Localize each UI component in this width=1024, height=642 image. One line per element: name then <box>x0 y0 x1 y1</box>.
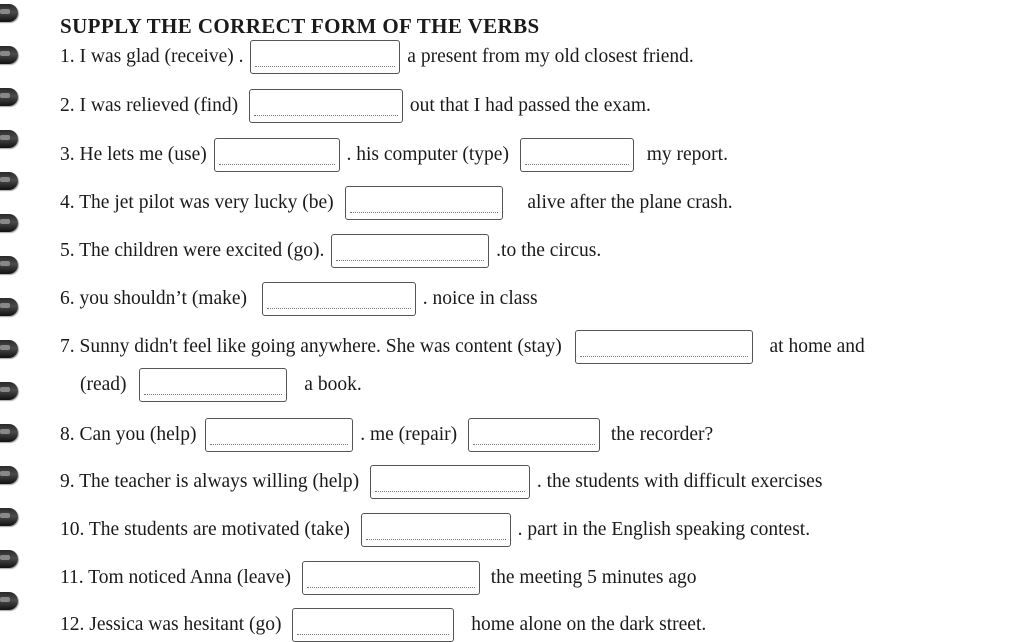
item-text: 6. you shouldn’t (make) <box>60 288 248 309</box>
item-text: 1. I was glad (receive) . <box>60 46 244 67</box>
item-text: the meeting 5 minutes ago <box>490 567 697 588</box>
item-text: 10. The students are motivated (take) <box>60 519 350 540</box>
spiral-coil <box>0 298 18 316</box>
exercise-item-5 <box>60 234 601 268</box>
item-text: . his computer (type) <box>346 144 509 165</box>
item-text: . the students with difficult exercises <box>536 471 823 492</box>
exercise-item-3 <box>60 138 728 172</box>
item-text: . me (repair) <box>360 424 458 445</box>
item-text: 4. The jet pilot was very lucky (be) <box>60 192 334 213</box>
exercise-item-6 <box>60 282 538 316</box>
item-text: 3. He lets me (use) <box>60 144 207 165</box>
item-text: 2. I was relieved (find) <box>60 95 239 116</box>
answer-blank[interactable] <box>139 368 287 402</box>
exercise-item-2 <box>60 89 651 123</box>
answer-blank[interactable] <box>205 418 353 452</box>
spiral-coil <box>0 592 18 610</box>
exercise-item-11 <box>60 561 697 595</box>
item-text: at home and <box>769 336 865 357</box>
spiral-coil <box>0 46 18 64</box>
spiral-coil <box>0 88 18 106</box>
exercise-item-7-continued <box>80 368 362 402</box>
answer-blank[interactable] <box>214 138 340 172</box>
spiral-coil <box>0 172 18 190</box>
answer-blank[interactable] <box>262 282 416 316</box>
exercise-item-1 <box>60 40 694 74</box>
item-text: my report. <box>646 144 728 165</box>
notebook-spiral-binding <box>0 0 36 640</box>
spiral-coil <box>0 130 18 148</box>
spiral-coil <box>0 4 18 22</box>
item-text: home alone on the dark street. <box>471 614 707 635</box>
item-text: (read) <box>80 374 127 395</box>
answer-blank[interactable] <box>250 40 400 74</box>
exercise-item-7 <box>60 330 865 364</box>
worksheet-title: SUPPLY THE CORRECT FORM OF THE VERBS <box>60 14 540 38</box>
item-text: the recorder? <box>610 424 714 445</box>
answer-blank[interactable] <box>370 465 530 499</box>
item-text: out that I had passed the exam. <box>409 95 651 116</box>
item-text: alive after the plane crash. <box>527 192 733 213</box>
answer-blank[interactable] <box>575 330 753 364</box>
item-text: 9. The teacher is always willing (help) <box>60 471 360 492</box>
answer-blank[interactable] <box>249 89 403 123</box>
item-text: .to the circus. <box>496 240 602 261</box>
answer-blank[interactable] <box>302 561 480 595</box>
answer-blank[interactable] <box>468 418 600 452</box>
answer-blank[interactable] <box>345 186 503 220</box>
exercise-item-10 <box>60 513 810 547</box>
exercise-item-8 <box>60 418 713 452</box>
item-text: 12. Jessica was hesitant (go) <box>60 614 282 635</box>
spiral-coil <box>0 466 18 484</box>
item-text: 11. Tom noticed Anna (leave) <box>60 567 291 588</box>
spiral-coil <box>0 424 18 442</box>
exercise-item-4 <box>60 186 733 220</box>
item-text: 5. The children were excited (go). <box>60 240 325 261</box>
item-text: 8. Can you (help) <box>60 424 197 445</box>
spiral-coil <box>0 508 18 526</box>
exercise-item-12 <box>60 608 706 642</box>
answer-blank[interactable] <box>361 513 511 547</box>
item-text: . noice in class <box>422 288 538 309</box>
answer-blank[interactable] <box>292 608 454 642</box>
spiral-coil <box>0 214 18 232</box>
spiral-coil <box>0 256 18 274</box>
answer-blank[interactable] <box>331 234 489 268</box>
answer-blank[interactable] <box>520 138 634 172</box>
spiral-coil <box>0 550 18 568</box>
item-text: a book. <box>304 374 362 395</box>
spiral-coil <box>0 382 18 400</box>
item-text: 7. Sunny didn't feel like going anywhere. She was content (stay) <box>60 336 562 357</box>
exercise-item-9 <box>60 465 822 499</box>
item-text: a present from my old closest friend. <box>407 46 694 67</box>
item-text: . part in the English speaking contest. <box>517 519 811 540</box>
spiral-coil <box>0 340 18 358</box>
